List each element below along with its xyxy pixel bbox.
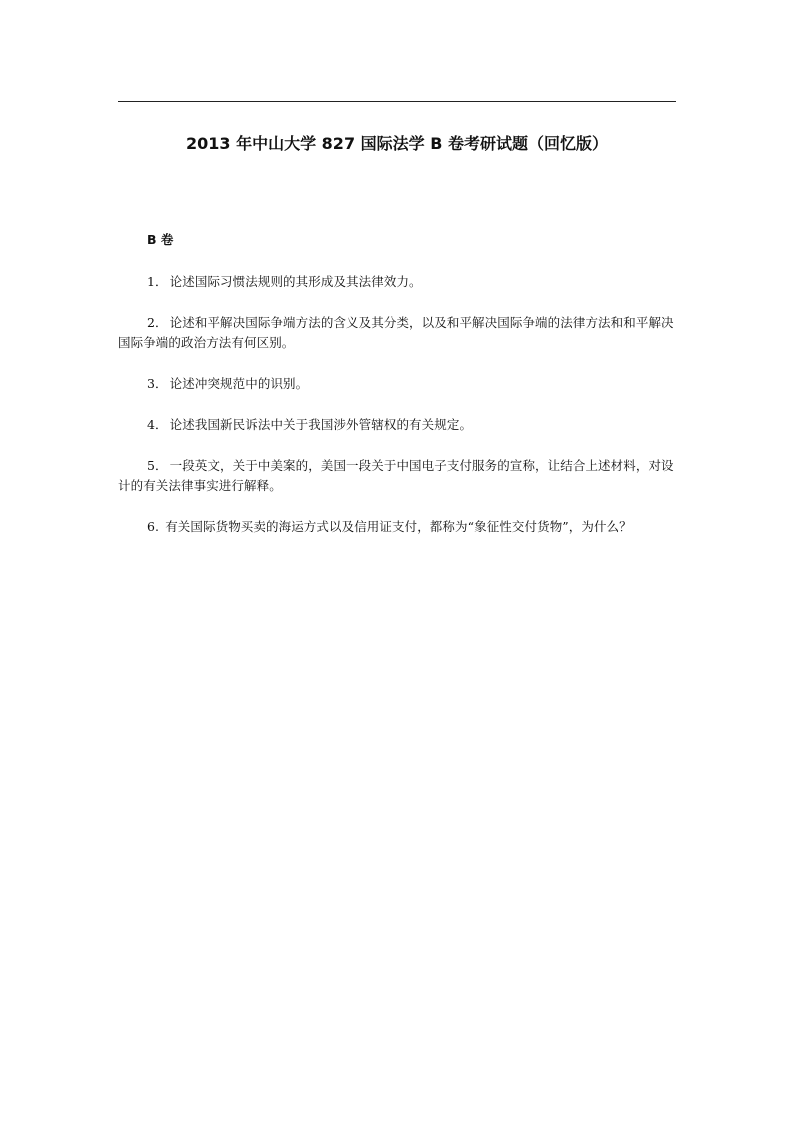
question-text: 有关国际货物买卖的海运方式以及信用证支付，都称为“象征性交付货物”，为什么？ — [165, 519, 632, 534]
question-list — [118, 272, 678, 558]
question-text: 论述和平解决国际争端方法的含义及其分类，以及和平解决国际争端的法律方法和和平解决国际争端的政治方法有何区别。 — [118, 315, 674, 350]
question-text: 一段英文，关于中美案的，美国一段关于中国电子支付服务的宣称，让结合上述材料，对设计的有关法律事实进行解释。 — [118, 458, 674, 493]
question-text: 论述我国新民诉法中关于我国涉外管辖权的有关规定。 — [169, 417, 473, 432]
question-item — [118, 517, 678, 537]
question-text: 论述冲突规范中的识别。 — [169, 376, 309, 391]
question-number: 2． — [147, 315, 168, 330]
question-item — [118, 313, 678, 353]
header-rule — [118, 101, 676, 102]
question-item — [118, 415, 678, 435]
question-text: 论述国际习惯法规则的其形成及其法律效力。 — [169, 274, 422, 289]
question-number: 5． — [147, 458, 168, 473]
question-number: 4． — [147, 417, 168, 432]
question-item — [118, 374, 678, 394]
question-number: 6. — [147, 519, 164, 534]
question-number: 1． — [147, 274, 168, 289]
document-title: 2013 年中山大学 827 国际法学 B 卷考研试题（回忆版） — [186, 134, 608, 153]
question-number: 3． — [147, 376, 168, 391]
question-item — [118, 456, 678, 496]
question-item — [118, 272, 678, 292]
section-label: B 卷 — [147, 232, 174, 247]
